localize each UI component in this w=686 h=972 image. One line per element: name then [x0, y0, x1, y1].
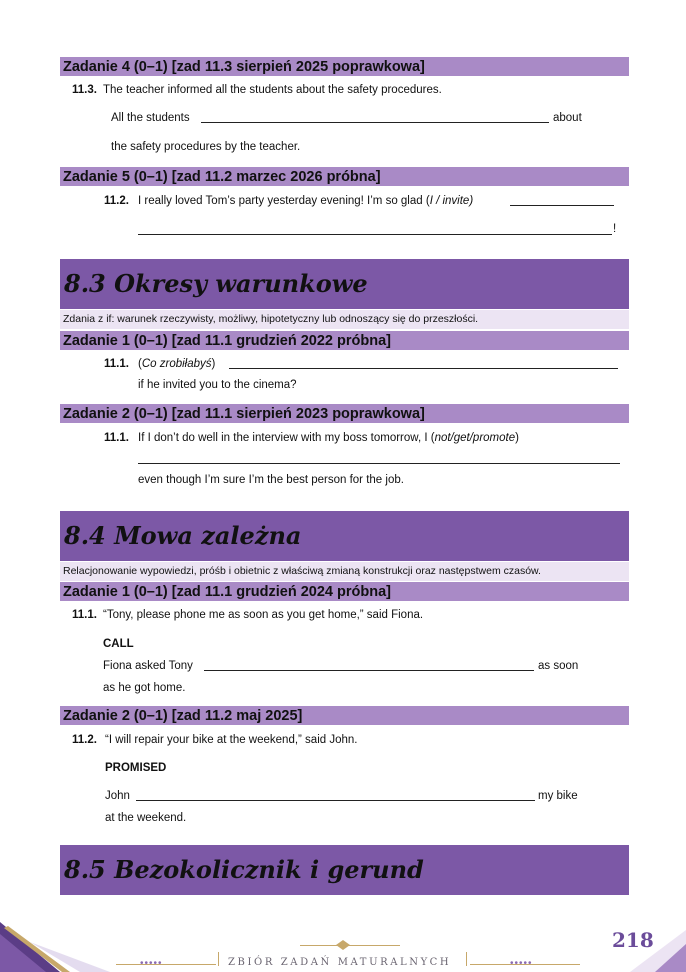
task-number: 11.3.: [72, 84, 97, 96]
task-header: Zadanie 5 (0–1) [zad 11.2 marzec 2026 próbna]: [60, 167, 629, 186]
page-number: 218: [612, 928, 654, 952]
section-title: 8.4 Mowa zależna: [60, 511, 629, 561]
answer-continuation: the safety procedures by the teacher.: [111, 141, 301, 153]
section-description: Relacjonowanie wypowiedzi, próśb i obietnic z właściwą zmianą konstrukcji oraz następstwem czasów.: [60, 562, 629, 581]
task-number: 11.2.: [104, 195, 129, 207]
task-number: 11.2.: [72, 734, 97, 746]
paren-open: (: [138, 358, 142, 370]
hint-text: not/get/promote: [434, 432, 516, 444]
answer-line[interactable]: [510, 205, 614, 206]
answer-line[interactable]: [204, 670, 534, 671]
task-header: Zadanie 1 (0–1) [zad 11.1 grudzień 2022 próbna]: [60, 331, 629, 350]
task-number: 11.1.: [72, 609, 97, 621]
sentence-text: I really loved Tom’s party yesterday evening! I’m so glad (: [138, 195, 430, 207]
answer-continuation: even though I’m sure I’m the best person for the job.: [138, 474, 404, 486]
task-sentence: [138, 431, 519, 445]
answer-after: as soon: [538, 660, 579, 672]
paren-close: ): [515, 432, 519, 444]
task-header: Zadanie 1 (0–1) [zad 11.1 grudzień 2024 próbna]: [60, 582, 629, 601]
answer-line[interactable]: [138, 234, 612, 235]
corner-ornament: [0, 912, 140, 972]
answer-line[interactable]: [138, 463, 620, 464]
answer-continuation: as he got home.: [103, 682, 186, 694]
footer-dots: •••••: [140, 958, 163, 969]
task-sentence: [138, 357, 215, 371]
footer-rule: [470, 964, 580, 965]
answer-end: !: [613, 223, 617, 235]
footer-divider: [466, 952, 467, 966]
answer-after: my bike: [538, 790, 578, 802]
section-title: 8.5 Bezokolicznik i gerund: [60, 845, 629, 895]
footer-title: ZBIÓR ZADAŃ MATURALNYCH: [228, 957, 452, 968]
task-sentence: [138, 194, 473, 208]
task-sentence: The teacher informed all the students about the safety procedures.: [103, 84, 442, 96]
footer-rule: [116, 964, 216, 965]
section-title: 8.3 Okresy warunkowe: [60, 259, 629, 309]
task-number: 11.1.: [104, 358, 129, 370]
task-number: 11.1.: [104, 432, 129, 444]
task-header: Zadanie 2 (0–1) [zad 11.1 sierpień 2023 poprawkowa]: [60, 404, 629, 423]
diamond-icon: [336, 940, 350, 950]
keyword: CALL: [103, 638, 134, 650]
task-sentence: “Tony, please phone me as soon as you get home,” said Fiona.: [103, 609, 424, 621]
hint-text: I / invite): [429, 195, 474, 207]
answer-after: about: [553, 112, 582, 124]
task-header: Zadanie 2 (0–1) [zad 11.2 maj 2025]: [60, 706, 629, 725]
answer-line[interactable]: [201, 122, 549, 123]
section-description: Zdania z if: warunek rzeczywisty, możliwy, hipotetyczny lub odnoszący się do przeszłości.: [60, 310, 629, 329]
footer-divider: [218, 952, 219, 966]
answer-start: Fiona asked Tony: [103, 660, 193, 672]
keyword: PROMISED: [105, 762, 167, 774]
hint-text: Co zrobiłabyś: [141, 358, 212, 370]
answer-line[interactable]: [229, 368, 618, 369]
task-header: Zadanie 4 (0–1) [zad 11.3 sierpień 2025 poprawkowa]: [60, 57, 629, 76]
answer-line[interactable]: [136, 800, 535, 801]
answer-continuation: if he invited you to the cinema?: [138, 379, 297, 391]
task-sentence: “I will repair your bike at the weekend,” said John.: [105, 734, 358, 746]
footer-rule: [300, 945, 400, 946]
answer-start: All the students: [111, 112, 190, 124]
paren-close: ): [211, 358, 216, 370]
answer-start: John: [105, 790, 130, 802]
sentence-text: If I don’t do well in the interview with my boss tomorrow, I (: [138, 432, 435, 444]
answer-continuation: at the weekend.: [105, 812, 187, 824]
